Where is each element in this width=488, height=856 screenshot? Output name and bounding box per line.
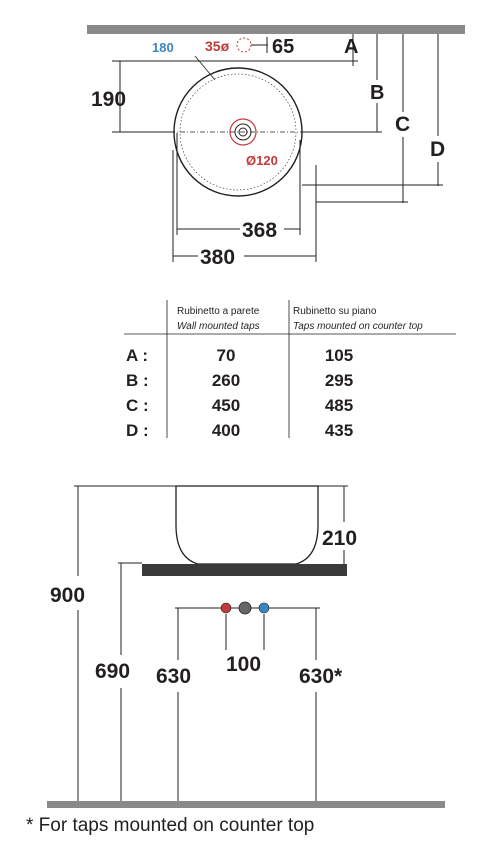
wall-value: 260 [211, 371, 241, 390]
cold-label: 180 [152, 40, 174, 55]
table-row [126, 421, 353, 440]
dim-120: Ø120 [246, 153, 278, 168]
wall-value: 450 [211, 396, 241, 415]
col2-header-it: Rubinetto su piano [293, 306, 377, 317]
row-label: D : [126, 421, 149, 440]
table-row [126, 396, 353, 415]
counter-value: 485 [324, 396, 354, 415]
counter-value: 435 [324, 421, 354, 440]
hot-tap-icon [221, 603, 231, 613]
wall-value: 400 [211, 421, 241, 440]
footnote: * For taps mounted on counter top [26, 815, 315, 836]
cold-tap-icon [259, 603, 269, 613]
dim-630-right: 630* [299, 665, 343, 688]
col2-header-en: Taps mounted on counter top [293, 321, 423, 332]
col1-header-en: Wall mounted taps [177, 321, 260, 332]
dim-368: 368 [242, 219, 278, 242]
dim-210: 210 [322, 527, 358, 550]
letter-b: B [370, 82, 385, 104]
dimension-table [124, 300, 456, 440]
mixer-icon [239, 602, 251, 614]
letter-a: A [344, 36, 359, 58]
row-label: A : [126, 346, 149, 365]
table-row [126, 346, 353, 365]
dim-65: 65 [272, 36, 295, 58]
letter-c: C [395, 113, 411, 136]
letter-d: D [430, 138, 446, 161]
top-view [87, 25, 465, 269]
counter-value: 295 [324, 371, 354, 390]
hot-label: 35ø [205, 38, 230, 54]
table-row [126, 371, 353, 390]
col1-header-it: Rubinetto a parete [177, 306, 260, 317]
side-view [47, 486, 445, 808]
dim-690: 690 [95, 660, 131, 683]
wall-value: 70 [216, 346, 236, 365]
row-label: C : [126, 396, 149, 415]
basin-profile [176, 486, 318, 564]
counter-value: 105 [324, 346, 354, 365]
dim-100: 100 [226, 653, 262, 676]
row-label: B : [126, 371, 149, 390]
countertop-shelf [142, 564, 347, 576]
dim-380: 380 [200, 246, 236, 269]
dim-630-left: 630 [156, 665, 192, 688]
dim-900: 900 [50, 584, 86, 607]
floor-bar [47, 801, 445, 808]
dim-190: 190 [91, 88, 127, 111]
tap-hole-circle [237, 38, 251, 52]
wall-bar [87, 25, 465, 34]
